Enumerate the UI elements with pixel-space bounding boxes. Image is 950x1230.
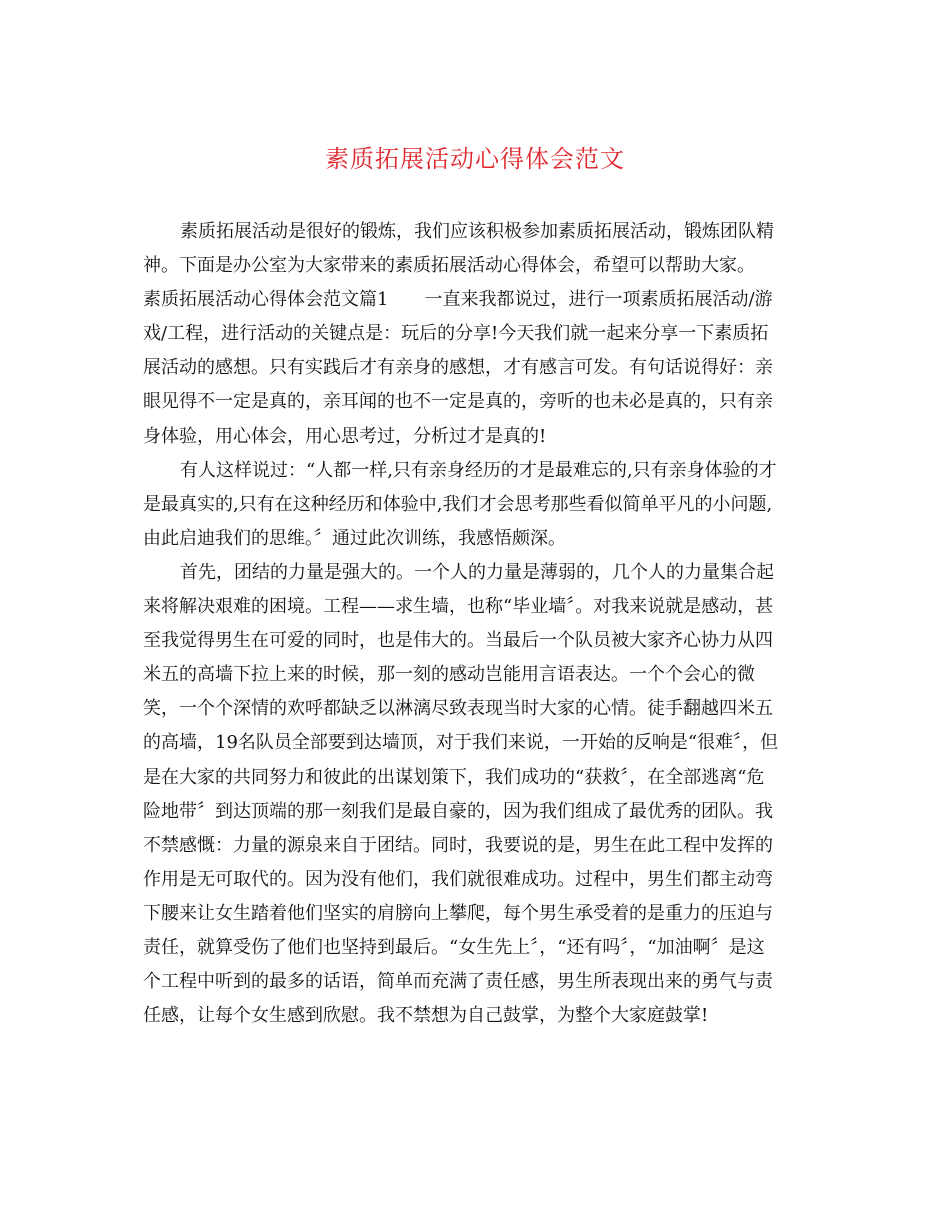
paragraph-line: 笑，一个个深情的欢呼都缺乏以淋漓尽致表现当时大家的心情。徒手翻越四米五 — [143, 698, 773, 720]
paragraph-line: 由此启迪我们的思维。〞通过此次训练，我感悟颇深。 — [143, 527, 566, 549]
paragraph-line: 至我觉得男生在可爱的同时，也是伟大的。当最后一个队员被大家齐心协力从四 — [143, 630, 773, 652]
paragraph-line: 任感，让每个女生感到欣慰。我不禁想为自己鼓掌，为整个大家庭鼓掌! — [143, 1005, 709, 1027]
paragraph-line: 素质拓展活动心得体会范文篇1 一直来我都说过，进行一项素质拓展活动/游 — [143, 289, 773, 311]
paragraph-line: 身体验，用心体会，用心思考过，分析过才是真的! — [143, 425, 547, 447]
paragraph-line: 下腰来让女生踏着他们坚实的肩膀向上攀爬，每个男生承受着的是重力的压迫与 — [143, 902, 773, 924]
paragraph-line: 戏/工程，进行活动的关键点是：玩后的分享!今天我们就一起来分享一下素质拓 — [143, 323, 769, 345]
paragraph-line: 不禁感慨：力量的源泉来自于团结。同时，我要说的是，男生在此工程中发挥的 — [143, 834, 773, 856]
paragraph-line: 险地带〞到达顶端的那一刻我们是最自豪的，因为我们组成了最优秀的团队。我 — [143, 800, 773, 822]
paragraph-line: 是在大家的共同努力和彼此的出谋划策下，我们成功的“获救〞，在全部逃离“危 — [143, 766, 765, 788]
paragraph-line: 眼见得不一定是真的，亲耳闻的也不一定是真的，旁听的也未必是真的，只有亲 — [143, 391, 773, 413]
paragraph-line: 责任，就算受伤了他们也坚持到最后。“女生先上〞，“还有吗〞，“加油啊〞是这 — [143, 936, 765, 958]
paragraph-line: 有人这样说过：“人都一样,只有亲身经历的才是最难忘的,只有亲身体验的才 — [180, 459, 777, 481]
paragraph-line: 是最真实的,只有在这种经历和体验中,我们才会思考那些看似简单平凡的小问题, — [143, 493, 773, 515]
paragraph-line: 神。下面是办公室为大家带来的素质拓展活动心得体会，希望可以帮助大家。 — [143, 255, 755, 277]
paragraph-line: 的高墙，19名队员全部要到达墙顶，对于我们来说，一开始的反响是“很难〞，但 — [143, 732, 779, 754]
paragraph-line: 来将解决艰难的困境。工程——求生墙，也称“毕业墙〞。对我来说就是感动，甚 — [143, 596, 774, 618]
document-title: 素质拓展活动心得体会范文 — [325, 145, 625, 173]
paragraph-line: 个工程中听到的最多的话语，简单而充满了责任感，男生所表现出来的勇气与责 — [143, 971, 773, 993]
paragraph-line: 作用是无可取代的。因为没有他们，我们就很难成功。过程中，男生们都主动弯 — [143, 868, 773, 890]
paragraph-line: 展活动的感想。只有实践后才有亲身的感想，才有感言可发。有句话说得好：亲 — [143, 357, 773, 379]
paragraph-line: 米五的高墙下拉上来的时候，那一刻的感动岂能用言语表达。一个个会心的微 — [143, 664, 755, 686]
document-body — [143, 215, 801, 1033]
paragraph-line: 首先，团结的力量是强大的。一个人的力量是薄弱的，几个人的力量集合起 — [180, 561, 774, 583]
paragraph-line: 素质拓展活动是很好的锻炼，我们应该积极参加素质拓展活动，锻炼团队精 — [180, 221, 774, 242]
